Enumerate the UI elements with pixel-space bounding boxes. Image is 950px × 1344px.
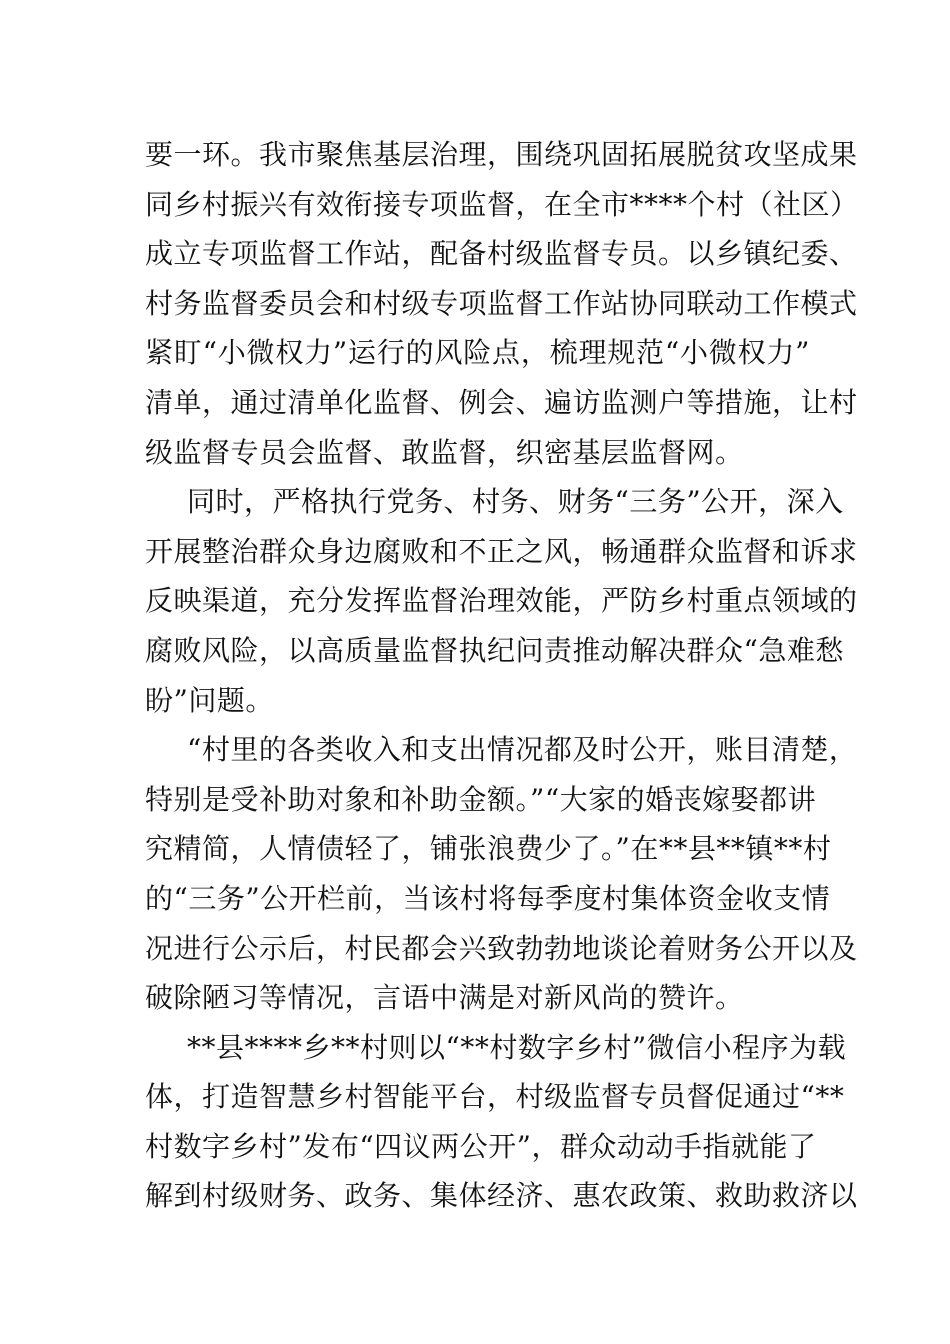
text-line: 村数字乡村”发布“四议两公开”，群众动动手指就能了 [145,1129,817,1163]
text-line: 解到村级财务、政务、集体经济、惠农政策、救助救济以 [145,1179,858,1213]
text-line: 清单，通过清单化监督、例会、遍访监测户等措施，让村 [145,385,858,419]
text-line: 的“三务”公开栏前，当该村将每季度村集体资金收支情 [145,881,831,915]
text-line: 特别是受补助对象和补助金额。”“大家的婚丧嫁娶都讲 [145,782,817,816]
text-line: 反映渠道，充分发挥监督治理效能，严防乡村重点领域的 [145,584,858,618]
text-line: 村务监督委员会和村级专项监督工作站协同联动工作模式 [145,286,858,320]
text-line: 究精简，人情债轻了，铺张浪费少了。”在**县**镇**村 [145,832,832,866]
text-line: 成立专项监督工作站，配备村级监督专员。以乡镇纪委、 [145,237,858,271]
text-line: 开展整治群众身边腐败和不正之风，畅通群众监督和诉求 [145,534,858,568]
text-line: 紧盯“小微权力”运行的风险点，梳理规范“小微权力” [145,336,810,370]
text-line: 况进行公示后，村民都会兴致勃勃地谈论着财务公开以及 [145,931,858,965]
text-line: “村里的各类收入和支出情况都及时公开，账目清楚， [187,733,858,767]
text-line: 体，打造智慧乡村智能平台，村级监督专员督促通过“** [145,1080,845,1114]
text-line: 同时，严格执行党务、村务、财务“三务”公开，深入 [187,485,844,519]
text-line: 要一环。我市聚焦基层治理，围绕巩固拓展脱贫攻坚成果 [145,138,858,171]
text-line: 级监督专员会监督、敢监督，织密基层监督网。 [145,435,744,469]
body-text [145,130,859,1221]
text-line: 盼”问题。 [145,683,274,717]
text-line: **县****乡**村则以“**村数字乡村”微信小程序为载 [187,1030,847,1064]
text-line: 腐败风险，以高质量监督执纪问责推动解决群众“急难愁 [145,633,844,667]
text-line: 同乡村振兴有效衔接专项监督，在全市****个村（社区） [145,187,859,221]
text-line: 破除陋习等情况，言语中满是对新风尚的赞许。 [145,981,744,1015]
